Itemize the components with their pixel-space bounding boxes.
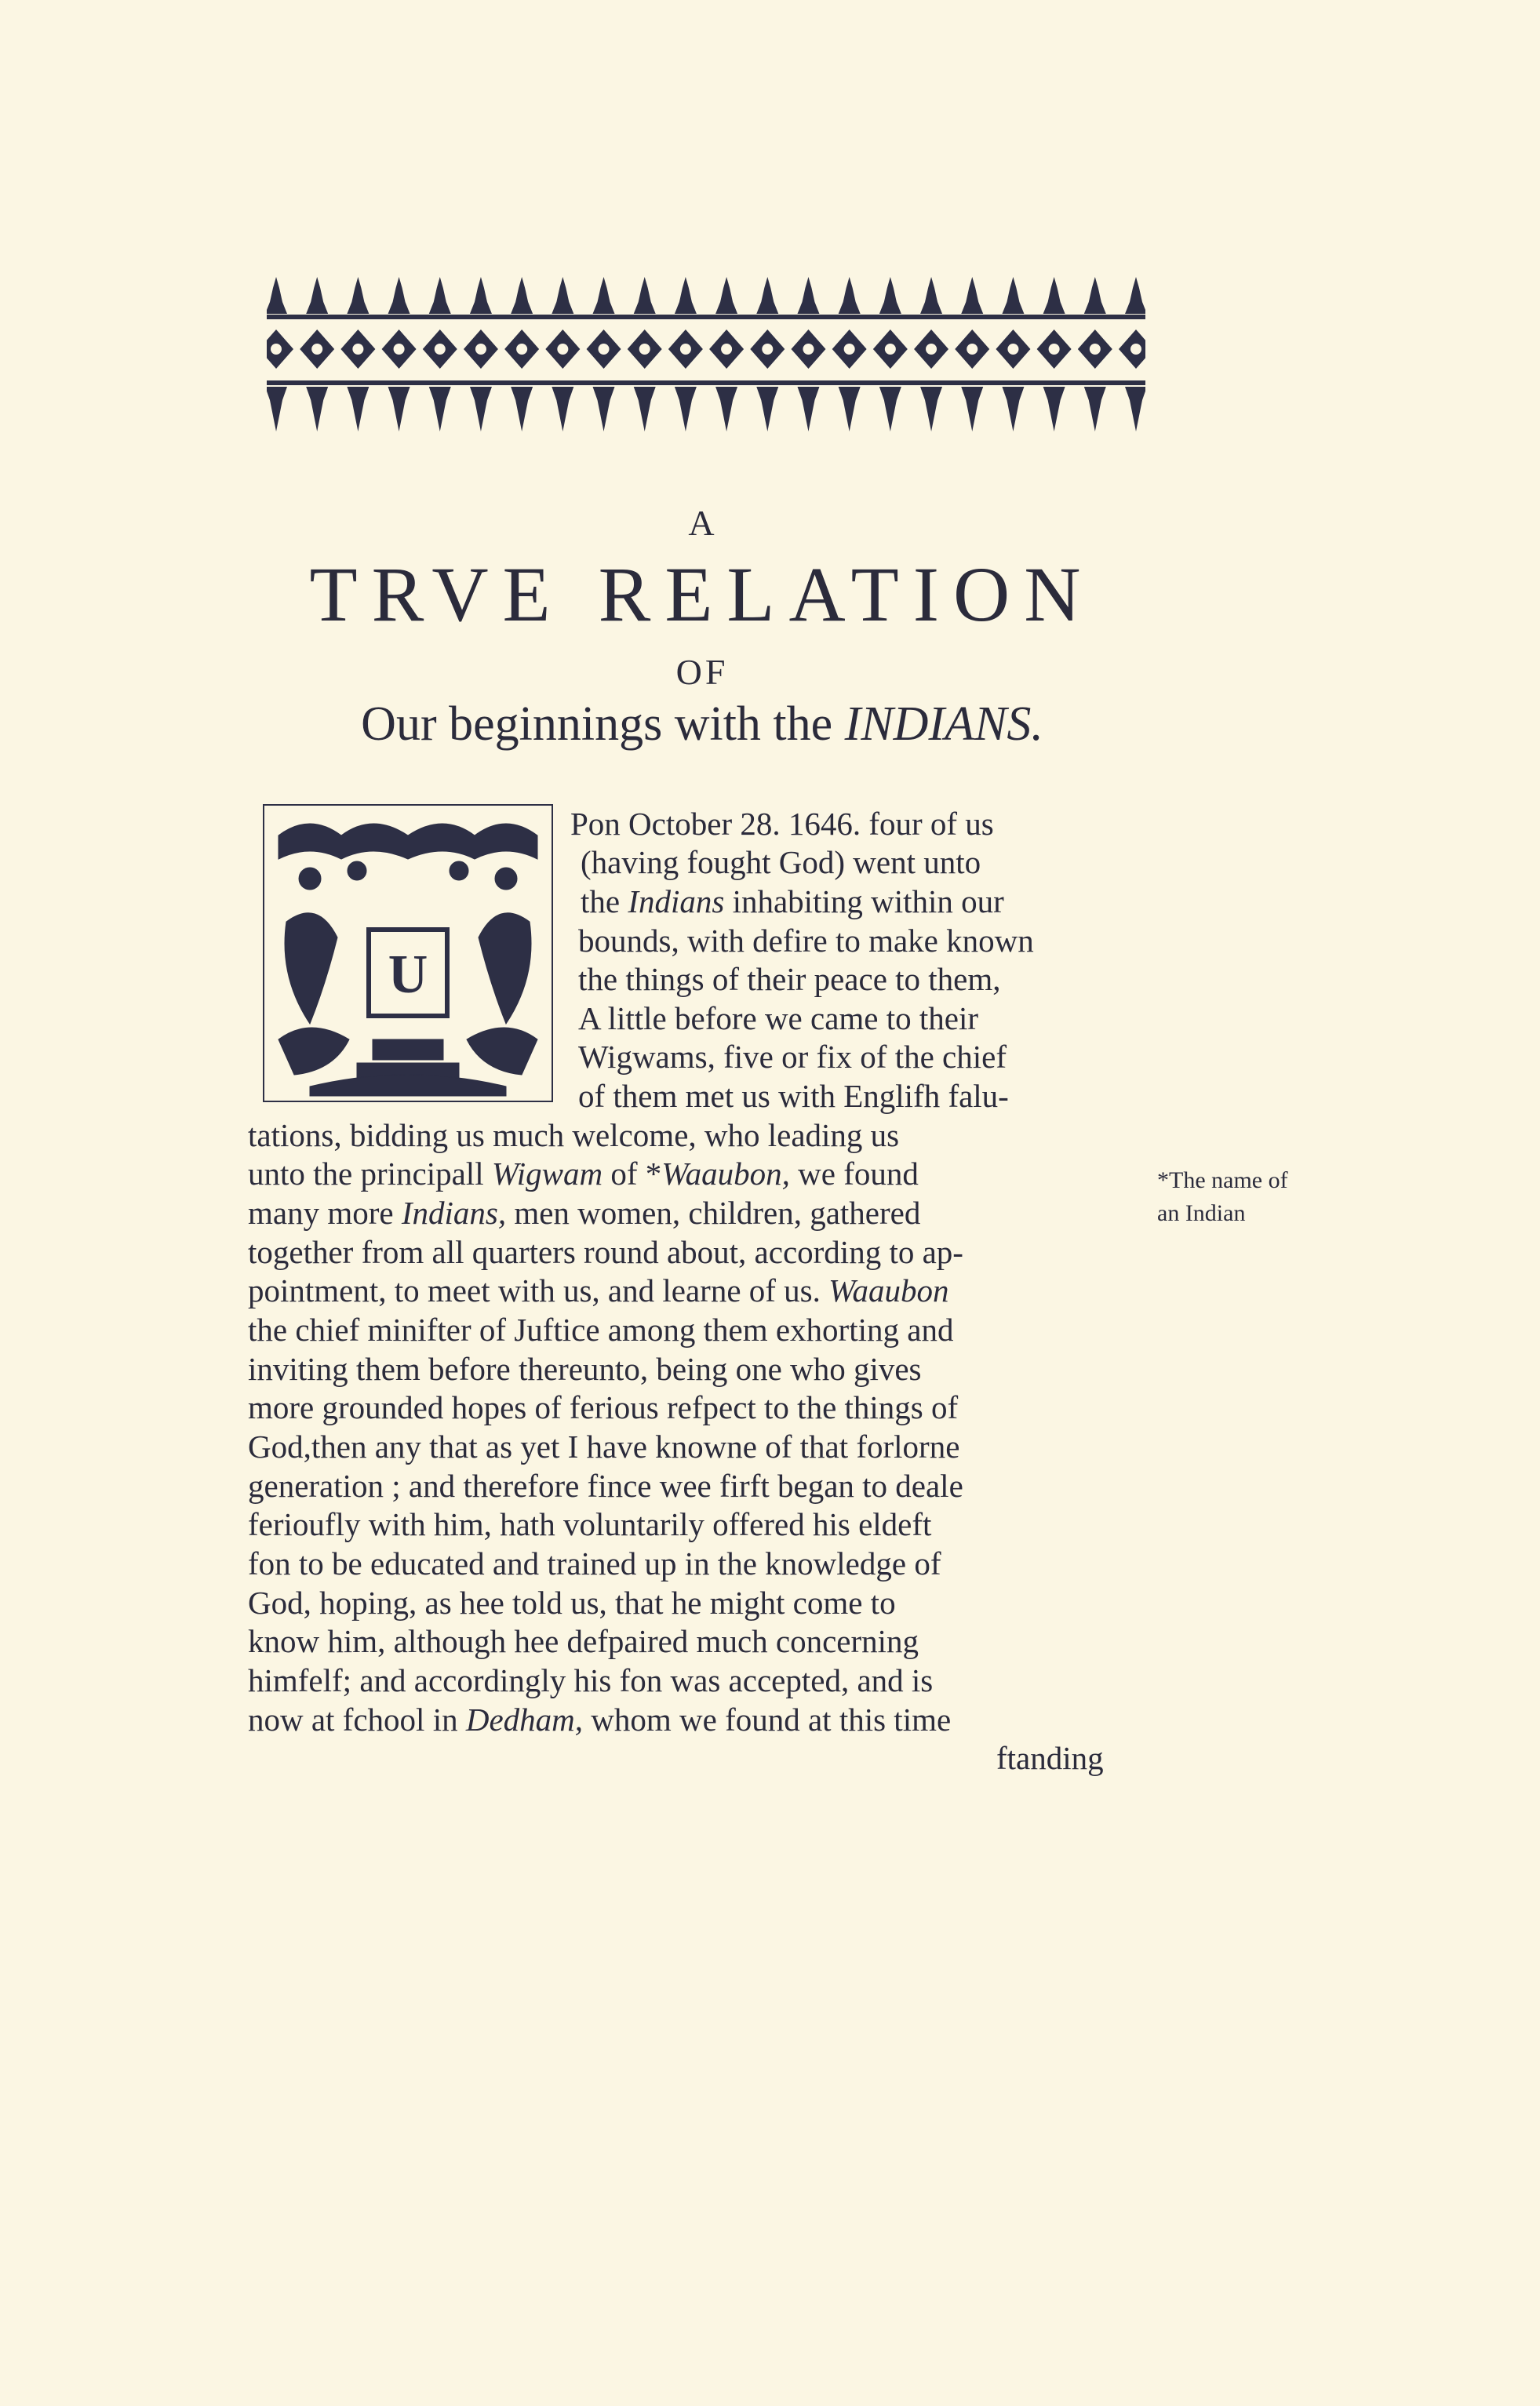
header-ornament [267, 271, 1145, 439]
ornament-dot [557, 344, 568, 355]
text-line: God, hoping, as hee told us, that he might come to [248, 1585, 896, 1621]
ornament-finial [1084, 277, 1106, 314]
text-line [248, 1271, 949, 1310]
ornament-dot [352, 344, 363, 355]
text-line: together from all quarters round about, according to ap- [248, 1234, 963, 1270]
text-line: Wigwams, five or fix of the chief [578, 1039, 1007, 1075]
ornament-dot [967, 344, 978, 355]
ornament-graphic [267, 271, 1145, 439]
ornament-pendant [879, 387, 901, 431]
initial-letter: U [388, 945, 428, 1005]
ornament-pendant [715, 387, 737, 431]
ornament-finial [920, 277, 942, 314]
text-span: pointment, to meet with us, and learne of us. [248, 1272, 829, 1309]
text-line: the things of their peace to them, [578, 961, 1001, 997]
ornament-pendant [1125, 387, 1145, 431]
ornament-pendant [839, 387, 861, 431]
ornament-dot [1049, 344, 1060, 355]
ornament-finial [634, 277, 656, 314]
ornament-finial [593, 277, 615, 314]
text-line [248, 1700, 951, 1739]
text-italic: Wigwam [491, 1156, 603, 1192]
ornament-finial [839, 277, 861, 314]
ornament-pendant [1084, 387, 1106, 431]
text-italic: Dedham, [465, 1702, 584, 1738]
ornament-finial [1043, 277, 1065, 314]
ornament-dot [516, 344, 527, 355]
ornament-pendant [306, 387, 328, 431]
ornament-dot [762, 344, 773, 355]
decorated-initial [263, 804, 553, 1102]
ornament-finial [511, 277, 533, 314]
ornament-dot [599, 344, 610, 355]
title-of: OF [675, 652, 729, 692]
ornament-finial [429, 277, 451, 314]
margin-note-line2: an Indian [1157, 1200, 1246, 1226]
ornament-pendant [267, 387, 287, 431]
page-title: TRVE RELATION [309, 551, 1095, 638]
ornament-dot [844, 344, 855, 355]
text-line: inviting them before thereunto, being one who gives [248, 1351, 922, 1387]
ornament-pendant [797, 387, 819, 431]
text-line: A little before we came to their [578, 1000, 979, 1036]
text-line: know him, although hee defpaired much concerning [248, 1623, 919, 1659]
ornament-pendant [1002, 387, 1024, 431]
ornament-finial [879, 277, 901, 314]
ornament-pendant [675, 387, 697, 431]
text-span: men women, children, gathered [506, 1195, 921, 1231]
ornament-dot [803, 344, 814, 355]
ornament-finial [552, 277, 573, 314]
text-span: of * [603, 1156, 662, 1192]
page-subtitle [0, 697, 1404, 752]
ornament-pendant [961, 387, 983, 431]
ornament-pendant [429, 387, 451, 431]
text-span: many more [248, 1195, 402, 1231]
margin-note-line1: *The name of [1157, 1167, 1288, 1193]
ornament-dot [721, 344, 732, 355]
text-italic: Waaubon, [661, 1156, 790, 1192]
text-line: (having fought God) went unto [581, 844, 981, 880]
ornament-dot [1090, 344, 1101, 355]
text-line: himfelf; and accordingly his fon was accepted, and is [248, 1662, 934, 1698]
ornament-finial [306, 277, 328, 314]
catchword: ftanding [996, 1740, 1104, 1776]
ornament-pendant [1043, 387, 1065, 431]
text-span: we found [789, 1156, 919, 1192]
text-line: bounds, with defire to make known [578, 923, 1034, 959]
text-span: the [581, 883, 628, 919]
text-line: more grounded hopes of ferious refpect to the things of [248, 1389, 959, 1425]
title-article: A [688, 503, 716, 543]
ornament-pendant [470, 387, 492, 431]
text-line [581, 882, 1004, 921]
ornament-pendant [388, 387, 410, 431]
text-span: whom we found at this time [583, 1702, 952, 1738]
ornament-finial [267, 277, 287, 314]
ornament-rule [267, 315, 1145, 319]
ornament-dot [271, 344, 282, 355]
ornament-dot [680, 344, 691, 355]
ornament-finial [1002, 277, 1024, 314]
ornament-pendant [511, 387, 533, 431]
text-line: Pon October 28. 1646. four of us [570, 806, 994, 842]
ornament-pendant [920, 387, 942, 431]
ornament-dot [394, 344, 405, 355]
initial-ornament [263, 804, 553, 1102]
ornament-rule [267, 380, 1145, 385]
ornament-pendant [756, 387, 778, 431]
text-line: fon to be educated and trained up in the knowledge of [248, 1545, 941, 1582]
ornament-pendant [347, 387, 369, 431]
text-line: God,then any that as yet I have knowne of that forlorne [248, 1429, 960, 1465]
ornament-dot [311, 344, 322, 355]
text-italic: Indians, [401, 1195, 507, 1231]
ornament-dot [885, 344, 896, 355]
ornament-dot [639, 344, 650, 355]
text-line [248, 1193, 920, 1232]
ornament-dot [1007, 344, 1018, 355]
text-line: generation ; and therefore fince wee firft began to deale [248, 1468, 963, 1504]
subtitle-text: Our beginnings with the [361, 697, 845, 751]
ornament-finial [756, 277, 778, 314]
text-span: inhabiting within our [724, 883, 1004, 919]
text-line: of them met us with Englifh falu- [578, 1078, 1009, 1114]
ornament-finial [347, 277, 369, 314]
text-line: tations, bidding us much welcome, who leading us [248, 1117, 900, 1153]
ornament-finial [388, 277, 410, 314]
subtitle-italic: INDIANS. [844, 697, 1043, 751]
text-italic: Waaubon [828, 1272, 949, 1309]
ornament-pendant [552, 387, 573, 431]
text-span: now at fchool in [248, 1702, 466, 1738]
ornament-pendant [593, 387, 615, 431]
text-line: the chief minifter of Juftice among them exhorting and [248, 1312, 954, 1348]
ornament-dot [435, 344, 446, 355]
text-span: unto the principall [248, 1156, 492, 1192]
ornament-dot [1130, 344, 1141, 355]
ornament-dot [475, 344, 486, 355]
text-line [248, 1154, 919, 1193]
ornament-dot [926, 344, 937, 355]
ornament-finial [1125, 277, 1145, 314]
text-line: ferioufly with him, hath voluntarily offered his eldeft [248, 1506, 932, 1542]
ornament-finial [470, 277, 492, 314]
ornament-finial [797, 277, 819, 314]
ornament-finial [961, 277, 983, 314]
ornament-finial [675, 277, 697, 314]
ornament-pendant [634, 387, 656, 431]
text-italic: Indians [628, 883, 725, 919]
ornament-finial [715, 277, 737, 314]
